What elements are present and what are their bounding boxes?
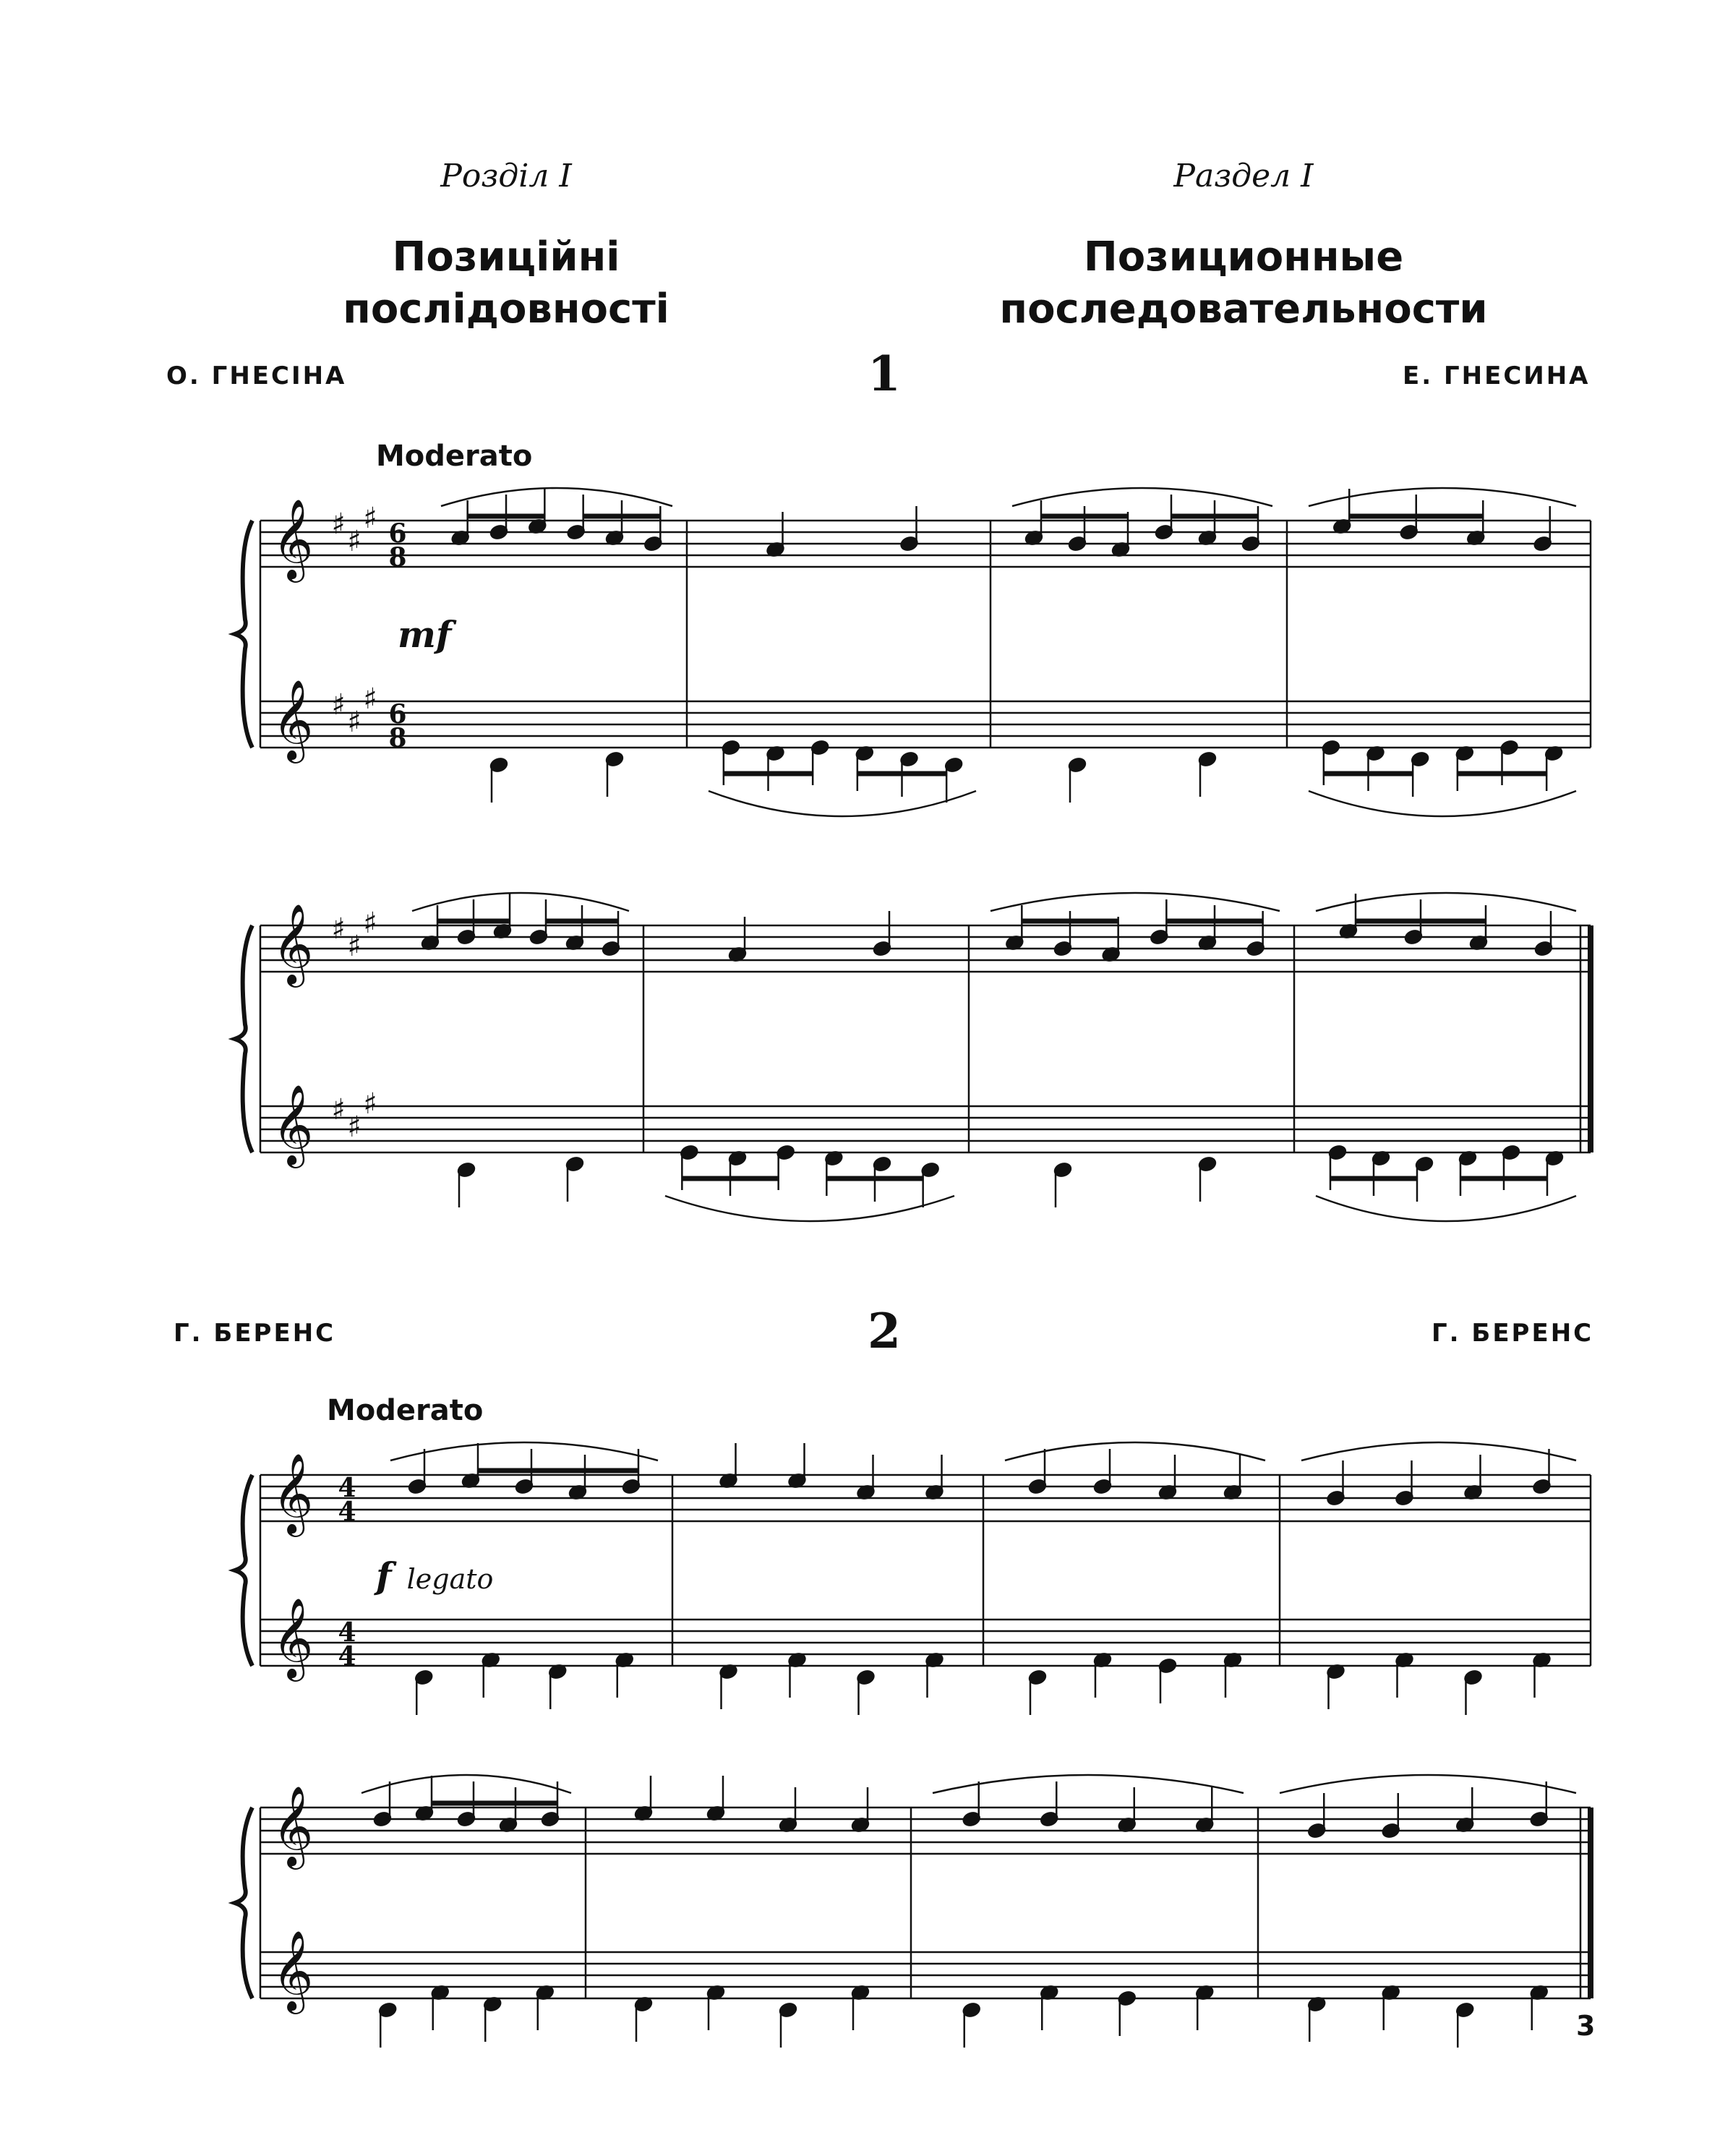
piece2-dynamic: f: [376, 1554, 392, 1597]
piece1-composer-left: О. ГНЕСІНА: [166, 362, 347, 390]
piece1-number: 1: [868, 346, 901, 402]
key-signature: ♯: [363, 907, 377, 940]
piece2-composer-left: Г. БЕРЕНС: [174, 1319, 336, 1348]
title-russian-line1: Позиционные: [1083, 234, 1404, 281]
key-signature: ♯: [347, 525, 361, 558]
system-brace: [235, 521, 252, 748]
bass-slur: [1309, 791, 1576, 816]
key-signature: ♯: [331, 912, 346, 946]
key-signature: ♯: [331, 688, 346, 722]
title-russian-line2: последовательности: [999, 286, 1488, 333]
key-signature: ♯: [347, 1111, 361, 1144]
treble-slur: [441, 488, 672, 506]
treble-slur: [412, 893, 629, 911]
title-ukrainian-line1: Позиційні: [392, 234, 620, 281]
key-signature: ♯: [331, 1093, 346, 1126]
treble-slur: [1301, 1442, 1576, 1460]
time-signature: 4: [338, 1473, 356, 1503]
treble-slur: [1280, 1775, 1576, 1793]
piece1-system2: [0, 897, 1733, 1244]
time-signature: 6: [388, 518, 407, 549]
time-signature: 8: [388, 542, 407, 573]
bass-slur: [1316, 1196, 1576, 1221]
bass-slur: [709, 791, 976, 816]
key-signature: ♯: [363, 1087, 377, 1121]
lower-treble-clef: 𝄞: [272, 1930, 314, 2011]
key-signature: ♯: [331, 508, 346, 541]
system-brace: [235, 1808, 252, 1998]
key-signature: ♯: [363, 502, 377, 535]
piece2-tempo: Moderato: [327, 1394, 484, 1427]
lower-treble-clef: 𝄞: [272, 1084, 314, 1165]
piece1-tempo: Moderato: [376, 440, 533, 473]
time-signature: 4: [338, 1617, 356, 1648]
treble-clef: 𝄞: [272, 903, 314, 984]
treble-clef: 𝄞: [272, 1785, 314, 1866]
piece2-system2: [0, 1779, 1733, 2068]
title-ukrainian-line2: послідовності: [343, 286, 669, 333]
key-signature: ♯: [363, 683, 377, 716]
time-signature: 4: [338, 1641, 356, 1672]
treble-slur: [390, 1442, 658, 1460]
section-label-russian: Раздел I: [1173, 158, 1314, 194]
time-signature: 4: [338, 1497, 356, 1527]
piece1-composer-right: Е. ГНЕСИНА: [1403, 362, 1591, 390]
piece2-system1: [0, 1446, 1733, 1735]
key-signature: ♯: [347, 930, 361, 963]
treble-slur: [1012, 488, 1272, 506]
section-label-ukrainian: Розділ I: [440, 158, 572, 194]
treble-slur: [990, 893, 1280, 911]
piece1-dynamic: mf: [398, 613, 452, 656]
time-signature: 6: [388, 699, 407, 730]
page-number: 3: [1576, 2010, 1596, 2042]
piece2-legato: legato: [406, 1563, 494, 1595]
system-brace: [235, 1475, 252, 1666]
system-brace: [235, 925, 252, 1152]
bass-slur: [665, 1196, 954, 1221]
piece1-system1: [0, 492, 1733, 839]
title-russian: [954, 231, 1533, 335]
key-signature: ♯: [347, 706, 361, 739]
treble-slur: [361, 1775, 571, 1793]
piece2-number: 2: [868, 1303, 901, 1359]
treble-clef: 𝄞: [272, 498, 314, 579]
time-signature: 8: [388, 723, 407, 753]
treble-clef: 𝄞: [272, 1453, 314, 1533]
title-ukrainian: [217, 231, 795, 335]
lower-treble-clef: 𝄞: [272, 679, 314, 760]
lower-treble-clef: 𝄞: [272, 1597, 314, 1678]
piece2-composer-right: Г. БЕРЕНС: [1432, 1319, 1594, 1348]
